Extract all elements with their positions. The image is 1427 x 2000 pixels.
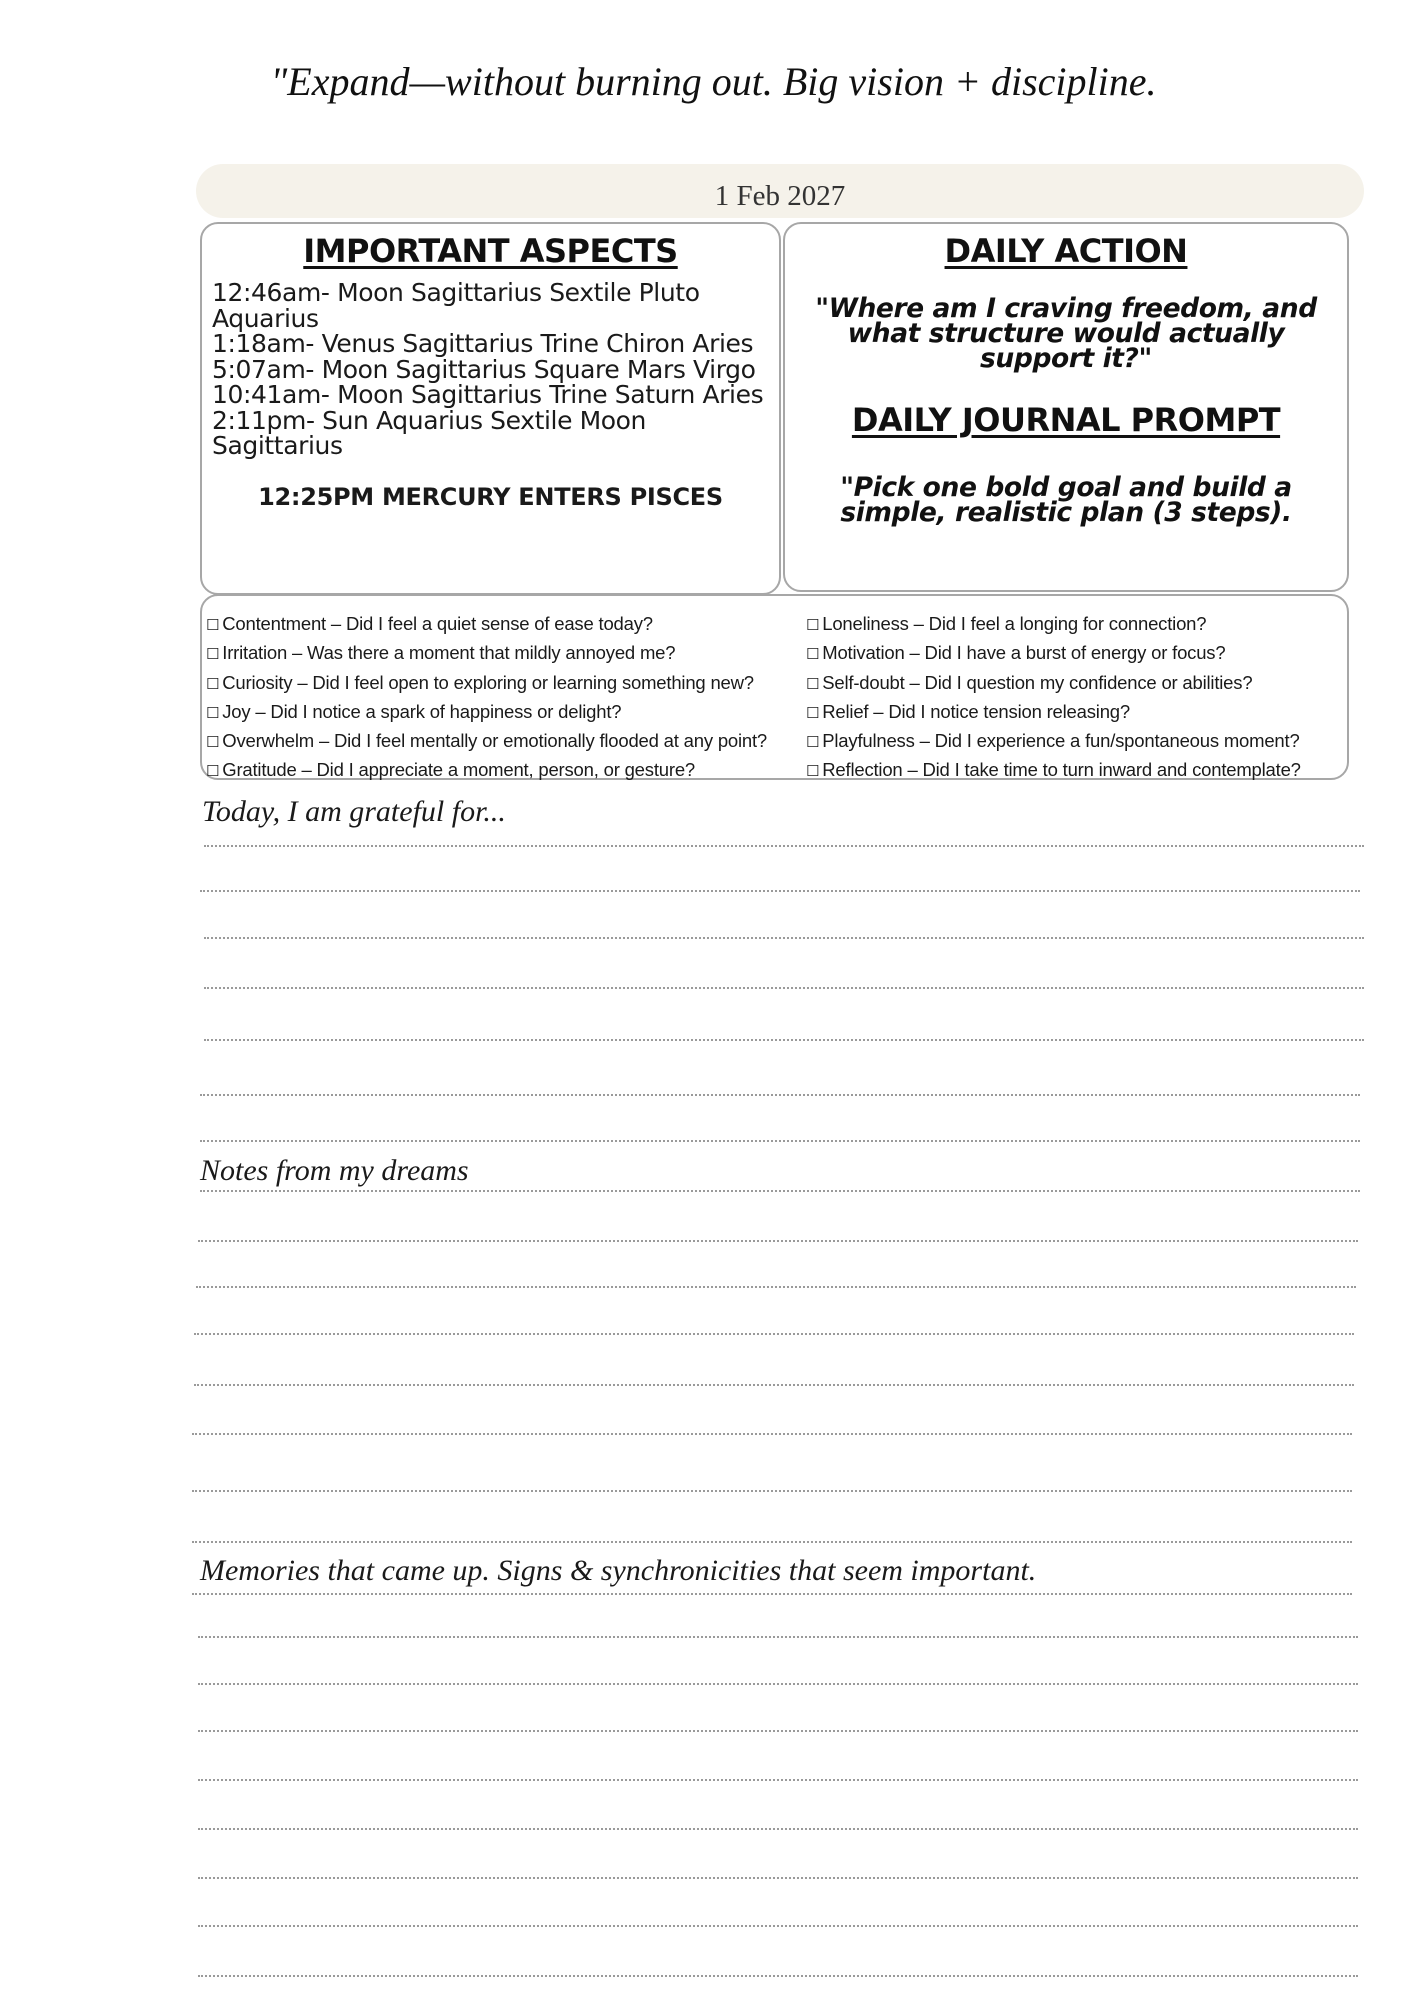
- writing-line[interactable]: [200, 1190, 1360, 1192]
- daily-action-text: "Where am I craving freedom, and what structure would actually support it?": [815, 293, 1317, 374]
- emotion-column-left: [206, 610, 796, 786]
- checkbox-icon[interactable]: ☐: [206, 674, 220, 693]
- emotion-check-label: Joy – Did I notice a spark of happiness or delight?: [222, 700, 622, 722]
- emotion-check-label: Gratitude – Did I appreciate a moment, person, or gesture?: [222, 759, 695, 781]
- checkbox-icon[interactable]: ☐: [806, 762, 820, 781]
- emotion-check-label: Playfulness – Did I experience a fun/spontaneous moment?: [822, 730, 1300, 752]
- emotion-check-label: Overwhelm – Did I feel mentally or emotionally flooded at any point?: [222, 730, 768, 752]
- checkbox-icon[interactable]: ☐: [806, 645, 820, 664]
- writing-line[interactable]: [192, 1541, 1352, 1543]
- writing-line[interactable]: [194, 1333, 1354, 1335]
- dreams-section-label: Notes from my dreams: [200, 1154, 469, 1187]
- aspect-list: [212, 280, 779, 459]
- grateful-section-label: Today, I am grateful for...: [202, 795, 506, 828]
- emotion-check-item[interactable]: [206, 610, 796, 639]
- checkbox-icon[interactable]: ☐: [206, 733, 220, 752]
- writing-line[interactable]: [192, 1490, 1352, 1492]
- emotion-check-label: Loneliness – Did I feel a longing for connection?: [822, 613, 1207, 634]
- checkbox-icon[interactable]: ☐: [206, 703, 220, 722]
- daily-action-card: [783, 222, 1349, 592]
- emotion-check-label: Contentment – Did I feel a quiet sense of ease today?: [222, 613, 653, 634]
- important-aspects-card: [200, 222, 781, 595]
- emotion-check-item[interactable]: [806, 639, 1346, 668]
- writing-line[interactable]: [198, 1975, 1358, 1977]
- emotion-check-item[interactable]: [206, 727, 796, 756]
- checkbox-icon[interactable]: ☐: [206, 616, 220, 634]
- writing-line[interactable]: [204, 1039, 1364, 1041]
- emotion-check-item[interactable]: [806, 727, 1346, 756]
- writing-line[interactable]: [194, 1384, 1354, 1386]
- writing-line[interactable]: [198, 1240, 1358, 1242]
- important-aspects-title: IMPORTANT ASPECTS: [303, 232, 678, 270]
- emotion-check-label: Irritation – Was there a moment that mildly annoyed me?: [222, 642, 676, 664]
- mercury-ingress-note: 12:25PM MERCURY ENTERS PISCES: [258, 482, 723, 511]
- checkbox-icon[interactable]: ☐: [806, 616, 820, 634]
- checkbox-icon[interactable]: ☐: [806, 674, 820, 693]
- motto-heading: "Expand—without burning out. Big vision + discipline.: [270, 59, 1157, 104]
- writing-line[interactable]: [196, 1286, 1356, 1288]
- writing-line[interactable]: [200, 890, 1360, 892]
- emotion-check-item[interactable]: [206, 698, 796, 727]
- writing-line[interactable]: [204, 845, 1364, 847]
- date-bar: 1 Feb 2027: [196, 164, 1364, 218]
- writing-line[interactable]: [200, 1140, 1360, 1142]
- checkbox-icon[interactable]: ☐: [806, 703, 820, 722]
- writing-line[interactable]: [192, 1593, 1352, 1595]
- aspect-line: 2:11pm- Sun Aquarius Sextile Moon: [212, 405, 647, 435]
- emotion-check-item[interactable]: [206, 639, 796, 668]
- emotion-check-item[interactable]: [806, 610, 1346, 639]
- memories-section-label: Memories that came up. Signs & synchronicities that seem important.: [200, 1554, 1037, 1587]
- writing-line[interactable]: [198, 1730, 1358, 1732]
- emotion-check-item[interactable]: [806, 698, 1346, 727]
- writing-line[interactable]: [198, 1828, 1358, 1830]
- checkbox-icon[interactable]: ☐: [806, 733, 820, 752]
- checkbox-icon[interactable]: ☐: [206, 645, 220, 664]
- checkbox-icon[interactable]: ☐: [206, 762, 220, 781]
- writing-line[interactable]: [198, 1925, 1358, 1927]
- emotion-check-label: Relief – Did I notice tension releasing?: [822, 700, 1130, 722]
- writing-line[interactable]: [198, 1779, 1358, 1781]
- journal-prompt-title: DAILY JOURNAL PROMPT: [851, 401, 1281, 439]
- emotion-check-item[interactable]: [806, 756, 1346, 785]
- aspect-line: Sagittarius: [212, 431, 343, 460]
- emotion-column-right: [806, 610, 1346, 786]
- aspect-line: Aquarius: [212, 303, 319, 333]
- emotion-check-item[interactable]: [206, 669, 796, 698]
- emotion-check-label: Reflection – Did I take time to turn inward and contemplate?: [822, 759, 1301, 781]
- writing-line[interactable]: [204, 987, 1364, 989]
- emotion-check-item[interactable]: [206, 756, 796, 785]
- emotion-check-label: Motivation – Did I have a burst of energy or focus?: [822, 642, 1226, 664]
- writing-line[interactable]: [198, 1877, 1358, 1879]
- emotion-checklist-card: [200, 594, 1349, 780]
- journal-prompt-text: "Pick one bold goal and build a simple, realistic plan (3 steps).: [840, 472, 1292, 528]
- writing-line[interactable]: [200, 1094, 1360, 1096]
- aspect-line: 1:18am- Venus Sagittarius Trine Chiron Aries: [212, 329, 754, 358]
- emotion-check-label: Self-doubt – Did I question my confidence or abilities?: [822, 671, 1253, 693]
- daily-action-title: DAILY ACTION: [944, 232, 1188, 270]
- writing-line[interactable]: [204, 937, 1364, 939]
- aspect-line: 5:07am- Moon Sagittarius Square Mars Virgo: [212, 354, 756, 384]
- emotion-check-item[interactable]: [806, 669, 1346, 698]
- emotion-check-label: Curiosity – Did I feel open to exploring or learning something new?: [222, 671, 754, 693]
- aspect-line: 10:41am- Moon Sagittarius Trine Saturn Aries: [212, 380, 764, 409]
- writing-line[interactable]: [192, 1433, 1352, 1435]
- writing-line[interactable]: [198, 1636, 1358, 1638]
- aspect-line: 12:46am- Moon Sagittarius Sextile Pluto: [212, 278, 700, 307]
- writing-line[interactable]: [198, 1683, 1358, 1685]
